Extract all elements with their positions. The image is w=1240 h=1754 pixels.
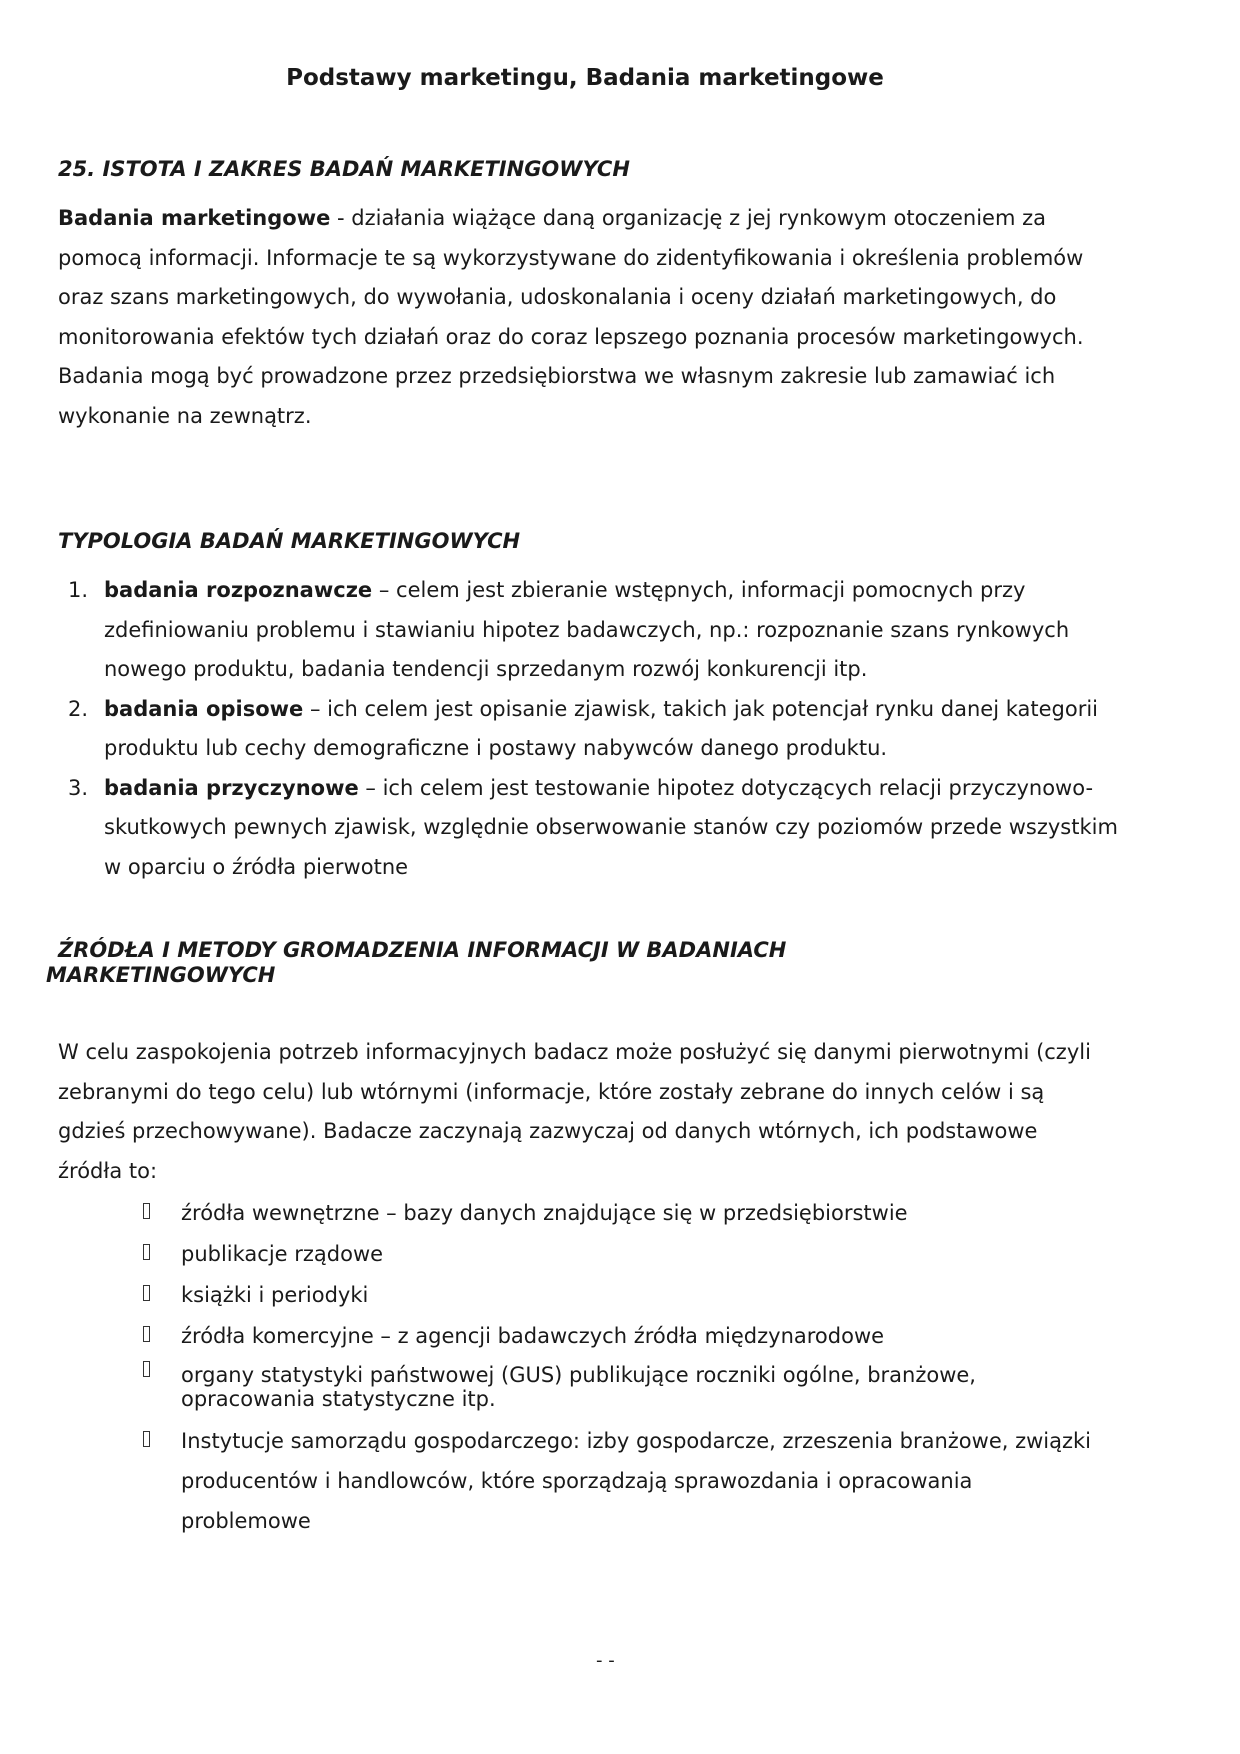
list-item-text: – ich celem jest testowanie hipotez dotyczących relacji przyczynowo- skutkowych pewnych zjawisk, względnie obserwowanie stanów czy poziomów przede wszystkim w oparciu o źródła pierwotne: [104, 775, 1118, 879]
definition-paragraph: [58, 199, 1098, 436]
bullet-item: [140, 1421, 1100, 1541]
section-heading-typologia: TYPOLOGIA BADAŃ MARKETINGOWYCH: [58, 529, 521, 553]
list-item-text: – ich celem jest opisanie zjawisk, takich jak potencjał rynku danej kategorii produktu lub cechy demograficzne i postawy nabywców danego produktu.: [104, 696, 1098, 760]
list-item-text: – celem jest zbieranie wstępnych, informacji pomocnych przy zdefiniowaniu problemu i stawianiu hipotez badawczych, np.: rozpoznanie szans rynkowych nowego produktu, badania tendencji sprzedanym rozwój konkurencji itp.: [104, 578, 1070, 681]
list-item-number: 3.: [68, 775, 89, 800]
bullet-item-text: książki i periodyki: [181, 1283, 369, 1307]
document-title: Podstawy marketingu, Badania marketingowe: [286, 65, 884, 91]
list-item-term: badania opisowe: [104, 696, 304, 721]
list-item-term: badania przyczynowe: [104, 775, 359, 800]
bullet-item-text: publikacje rządowe: [181, 1242, 384, 1266]
sources-bullet-list: [140, 1193, 1100, 1541]
list-item-term: badania rozpoznawcze: [104, 578, 373, 602]
list-item-number: 2.: [68, 696, 89, 721]
section-heading-zrodla-line2: MARKETINGOWYCH: [46, 963, 276, 987]
bullet-item: [140, 1316, 1100, 1357]
bullet-icon: [143, 1326, 150, 1342]
bullet-item: [140, 1234, 1100, 1275]
sources-intro-paragraph: W celu zaspokojenia potrzeb informacyjnych badacz może posłużyć się danymi pierwotnymi (czyli zebranymi do tego celu) lub wtórnymi (informacje, które zostały zebrane do innych celów i są gdzieś przechowywane). Badacze zaczynają zazwyczaj od danych wtórnych, ich podstawowe źródła to:: [58, 1040, 1091, 1183]
definition-term: Badania marketingowe: [58, 206, 331, 230]
page-footer: - -: [596, 1650, 615, 1671]
list-item-number: 1.: [68, 578, 89, 602]
list-item: [58, 690, 1128, 769]
definition-text: - działania wiążące daną organizację z jej rynkowym otoczeniem za pomocą informacji. Informacje te są wykorzystywane do zidentyfikowania i określenia problemów oraz szans marketingowych, do wywołania, udoskonalania i oceny działań marketingowych, do monitorowania efektów tych działań oraz do coraz lepszego poznania procesów marketingowych. Badania mogą być prowadzone przez przedsiębiorstwa we własnym zakresie lub zamawiać ich wykonanie na zewnątrz.: [58, 206, 1084, 428]
list-item: [58, 769, 1128, 888]
bullet-icon: [143, 1203, 150, 1219]
typology-list: [58, 571, 1128, 887]
list-item: [58, 571, 1128, 690]
bullet-item-text: źródła wewnętrzne – bazy danych znajdujące się w przedsiębiorstwie: [181, 1201, 908, 1225]
bullet-icon: [143, 1285, 150, 1301]
bullet-item-text: Instytucje samorządu gospodarczego: izby gospodarcze, zrzeszenia branżowe, związki producentów i handlowców, które sporządzają sprawozdania i opracowania problemowe: [181, 1429, 1092, 1533]
bullet-item-text: organy statystyki państwowej (GUS) publikujące roczniki ogólne, branżowe, opracowania statystyczne itp.: [181, 1363, 976, 1411]
bullet-item-text: źródła komercyjne – z agencji badawczych źródła międzynarodowe: [181, 1324, 885, 1348]
bullet-icon: [143, 1244, 150, 1260]
section-heading-zrodla-line1: ŹRÓDŁA I METODY GROMADZENIA INFORMACJI W BADANIACH: [58, 938, 787, 962]
section-heading-istota: 25. ISTOTA I ZAKRES BADAŃ MARKETINGOWYCH: [58, 157, 630, 181]
bullet-item: [140, 1275, 1100, 1316]
bullet-icon: [143, 1361, 150, 1377]
bullet-icon: [143, 1431, 150, 1447]
bullet-item: [140, 1357, 1100, 1421]
bullet-item: [140, 1193, 1100, 1234]
